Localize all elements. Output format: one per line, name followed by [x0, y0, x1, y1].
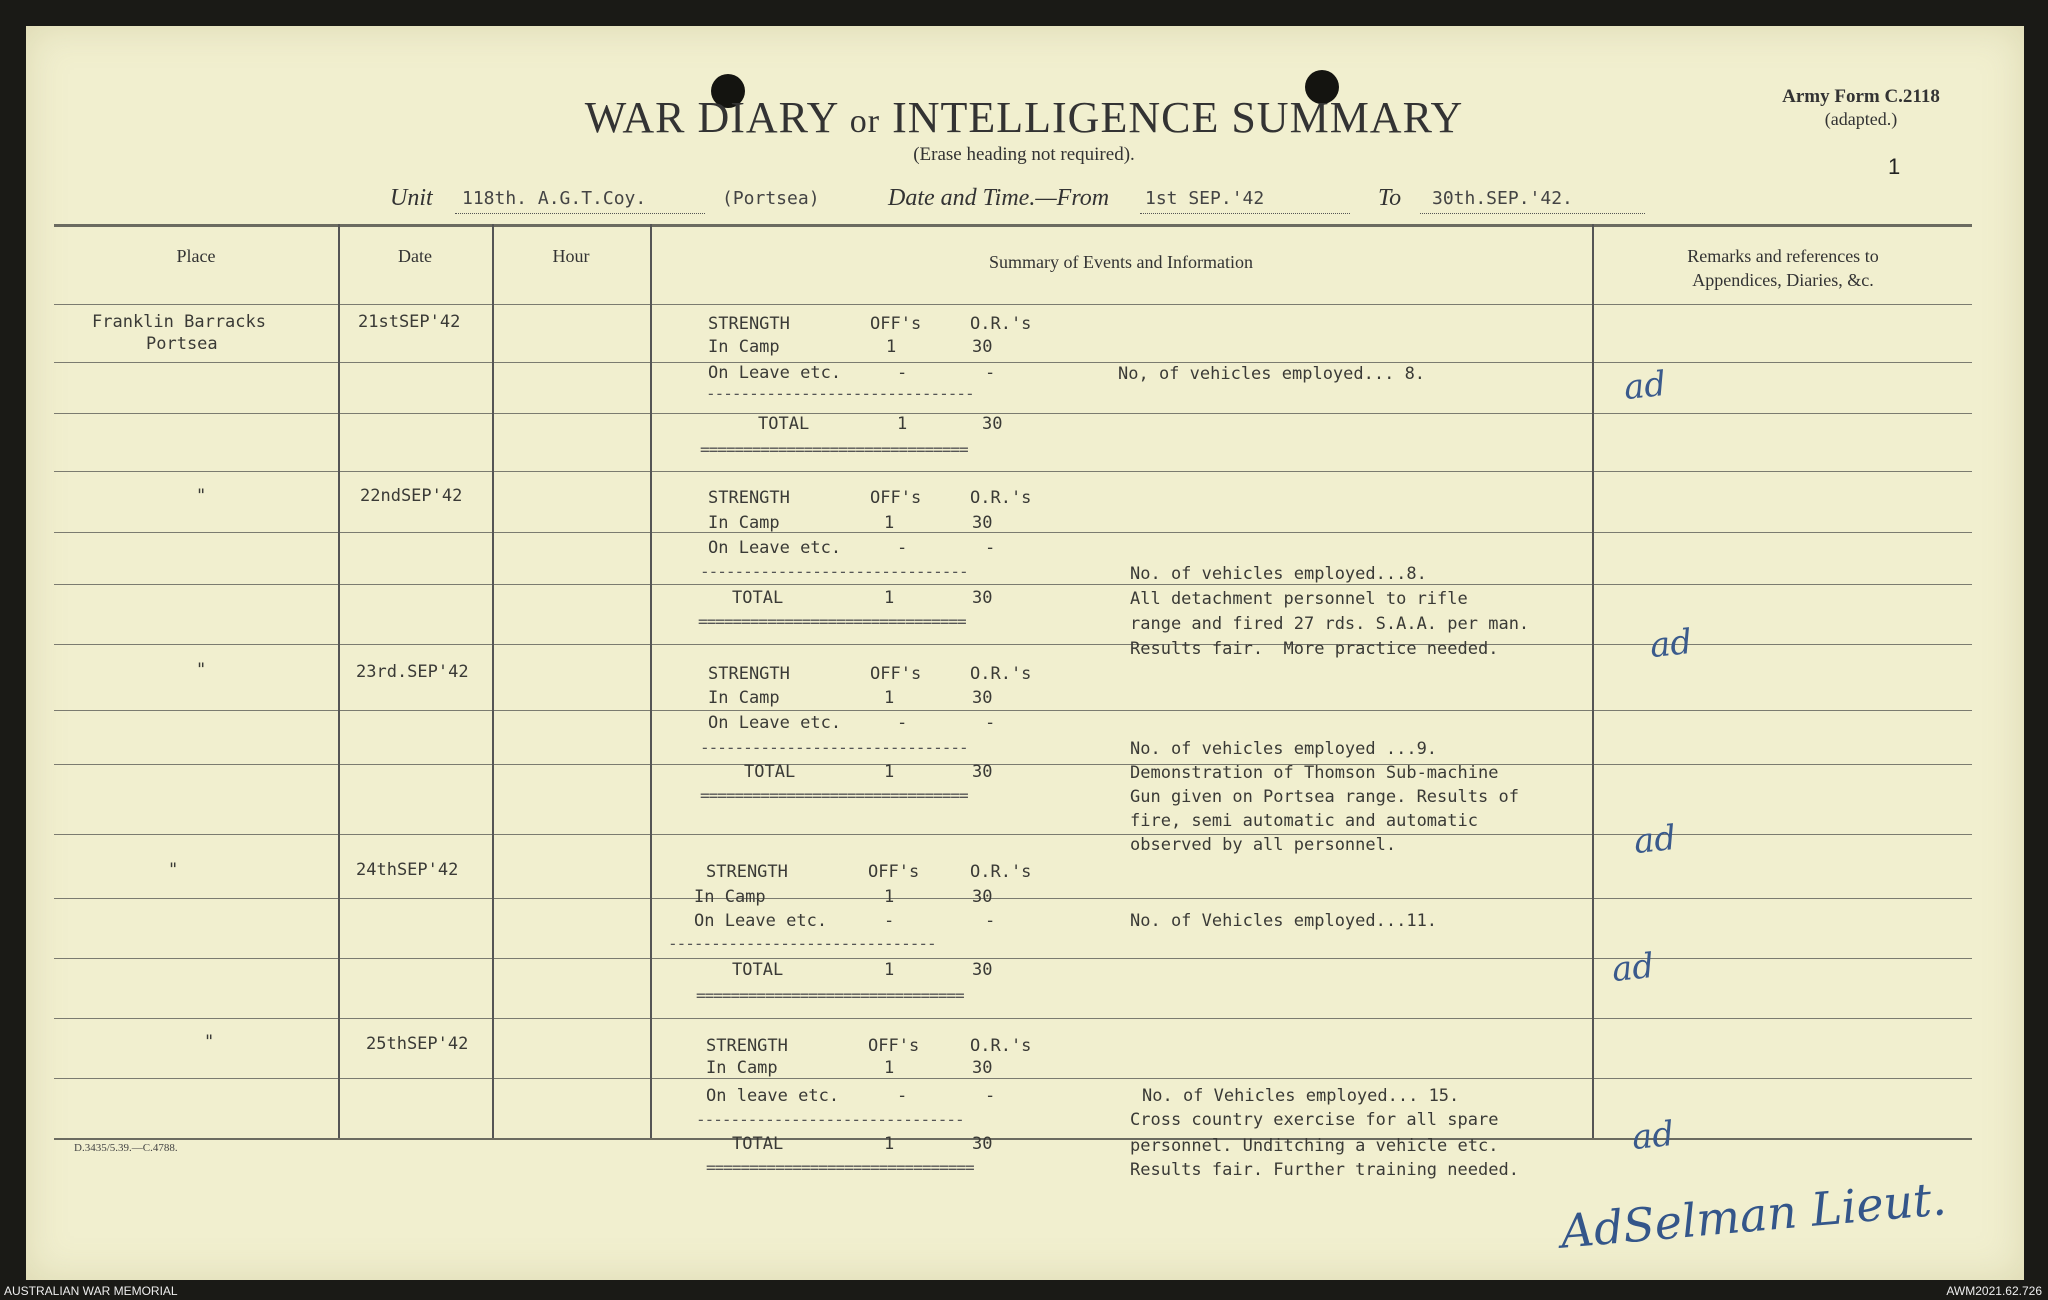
single-rule: -------------------------------: [706, 384, 974, 403]
total-off: 1: [897, 414, 908, 434]
on-leave-off: -: [897, 1086, 908, 1106]
offs-label: OFF's: [870, 664, 922, 684]
row-rule: [54, 834, 1972, 835]
archive-reference: AWM2021.62.726: [1946, 1284, 2042, 1298]
on-leave-off: -: [897, 363, 908, 383]
ors-label: O.R.'s: [970, 664, 1032, 684]
place-ditto: ": [168, 860, 179, 880]
on-leave-or: -: [985, 363, 996, 383]
in-camp-label: In Camp: [708, 337, 780, 357]
event-note: observed by all personnel.: [1130, 835, 1397, 855]
total-off: 1: [884, 762, 895, 782]
col-divider: [650, 224, 652, 1138]
strength-label: STRENGTH: [708, 488, 790, 508]
entry-date: 24thSEP'42: [356, 860, 459, 880]
row-rule: [54, 710, 1972, 711]
page-subtitle: (Erase heading not required).: [913, 144, 1135, 165]
event-note: All detachment personnel to rifle: [1130, 589, 1468, 609]
event-note: No. of Vehicles employed...11.: [1130, 911, 1438, 931]
in-camp-label: In Camp: [706, 1058, 778, 1078]
event-note: personnel. Unditching a vehicle etc.: [1130, 1136, 1499, 1156]
place-text: Franklin Barracks: [92, 312, 266, 332]
event-note: Results fair. Further training needed.: [1130, 1160, 1519, 1180]
col-divider: [338, 224, 340, 1138]
event-note: No, of vehicles employed... 8.: [1118, 364, 1426, 384]
in-camp-off: 1: [884, 688, 895, 708]
strength-label: STRENGTH: [706, 862, 788, 882]
on-leave-label: On leave etc.: [706, 1086, 840, 1106]
row-rule: [54, 958, 1972, 959]
entry-date: 25thSEP'42: [366, 1034, 469, 1054]
in-camp-or: 30: [972, 1058, 993, 1078]
event-note: fire, semi automatic and automatic: [1130, 811, 1478, 831]
total-label: TOTAL: [732, 960, 784, 980]
on-leave-or: -: [985, 713, 996, 733]
unit-value: 118th. A.G.T.Coy.: [462, 188, 647, 209]
from-date: 1st SEP.'42: [1145, 188, 1265, 209]
single-rule: -------------------------------: [700, 738, 968, 757]
event-note: Gun given on Portsea range. Results of: [1130, 787, 1519, 807]
row-rule: [54, 413, 1972, 414]
place-ditto: ": [196, 660, 207, 680]
total-label: TOTAL: [732, 1134, 784, 1154]
col-divider: [492, 224, 494, 1138]
event-note: No. of Vehicles employed... 15.: [1142, 1086, 1460, 1106]
col-header-hour: Hour: [552, 246, 590, 266]
in-camp-or: 30: [972, 513, 993, 533]
total-off: 1: [884, 588, 895, 608]
single-rule: -------------------------------: [696, 1110, 964, 1129]
col-header-remarks: Remarks and references to Appendices, Diaries, &c.: [1687, 246, 1879, 290]
event-note: No. of vehicles employed ...9.: [1130, 739, 1438, 759]
unit-dotted-line: [455, 212, 705, 214]
single-rule: -------------------------------: [700, 562, 968, 581]
to-label: To: [1378, 185, 1402, 211]
total-or: 30: [972, 1134, 993, 1154]
event-note: range and fired 27 rds. S.A.A. per man.: [1130, 614, 1530, 634]
row-rule: [54, 532, 1972, 533]
on-leave-label: On Leave etc.: [708, 363, 842, 383]
event-note: No. of vehicles employed...8.: [1130, 564, 1427, 584]
entry-date: 22ndSEP'42: [360, 486, 463, 506]
army-form-label: Army Form C.2118 (adapted.): [1782, 86, 1940, 129]
row-rule: [54, 1018, 1972, 1019]
corner-mark: 1: [1888, 154, 1901, 179]
offs-label: OFF's: [870, 314, 922, 334]
total-or: 30: [972, 762, 993, 782]
in-camp-or: 30: [972, 887, 993, 907]
total-off: 1: [884, 960, 895, 980]
total-label: TOTAL: [732, 588, 784, 608]
place-text: Portsea: [146, 334, 218, 354]
double-rule: ===============================: [706, 1158, 974, 1177]
in-camp-off: 1: [884, 887, 895, 907]
on-leave-or: -: [985, 911, 996, 931]
row-rule: [54, 898, 1972, 899]
in-camp-off: 1: [884, 1058, 895, 1078]
ors-label: O.R.'s: [970, 862, 1032, 882]
to-date: 30th.SEP.'42.: [1432, 188, 1573, 209]
place-ditto: ": [196, 486, 207, 506]
row-rule: [54, 1078, 1972, 1079]
event-note: Results fair. More practice needed.: [1130, 639, 1499, 659]
single-rule: -------------------------------: [668, 934, 936, 953]
ors-label: O.R.'s: [970, 488, 1032, 508]
in-camp-label: In Camp: [694, 887, 766, 907]
row-rule: [54, 584, 1972, 585]
col-header-place: Place: [176, 246, 216, 266]
in-camp-off: 1: [884, 513, 895, 533]
on-leave-or: -: [985, 538, 996, 558]
on-leave-off: -: [884, 911, 895, 931]
total-or: 30: [972, 588, 993, 608]
row-rule: [54, 764, 1972, 765]
total-or: 30: [972, 960, 993, 980]
initials-handwritten: ad: [1622, 363, 1669, 409]
on-leave-off: -: [897, 713, 908, 733]
table-top-rule: [54, 224, 1972, 227]
on-leave-or: -: [985, 1086, 996, 1106]
initials-handwritten: ad: [1630, 1113, 1677, 1159]
offs-label: OFF's: [870, 488, 922, 508]
strength-label: STRENGTH: [708, 664, 790, 684]
in-camp-label: In Camp: [708, 513, 780, 533]
on-leave-label: On Leave etc.: [708, 538, 842, 558]
initials-handwritten: ad: [1610, 945, 1657, 991]
double-rule: ===============================: [698, 612, 966, 631]
strength-label: STRENGTH: [706, 1036, 788, 1056]
in-camp-label: In Camp: [708, 688, 780, 708]
in-camp-or: 30: [972, 337, 993, 357]
on-leave-label: On Leave etc.: [694, 911, 828, 931]
unit-location: (Portsea): [722, 188, 820, 209]
from-dotted-line: [1140, 212, 1350, 214]
ors-label: O.R.'s: [970, 1036, 1032, 1056]
in-camp-or: 30: [972, 688, 993, 708]
header-bottom-rule: [54, 304, 1972, 305]
offs-label: OFF's: [868, 862, 920, 882]
total-or: 30: [982, 414, 1003, 434]
entry-date: 21stSEP'42: [358, 312, 461, 332]
form-print-code: D.3435/5.39.—C.4788.: [74, 1142, 178, 1154]
double-rule: ===============================: [696, 986, 964, 1005]
to-dotted-line: [1420, 212, 1645, 214]
table-bottom-rule: [54, 1138, 1972, 1140]
offs-label: OFF's: [868, 1036, 920, 1056]
archive-credit: AUSTRALIAN WAR MEMORIAL: [4, 1284, 178, 1298]
total-label: TOTAL: [744, 762, 796, 782]
signature-handwritten: AdSelman Lieut.: [1558, 1171, 1949, 1259]
col-divider: [1592, 224, 1594, 1138]
row-rule: [54, 471, 1972, 472]
double-rule: ===============================: [700, 440, 968, 459]
date-time-label: Date and Time.—From: [888, 185, 1110, 211]
on-leave-label: On Leave etc.: [708, 713, 842, 733]
unit-line: [0, 185, 2048, 219]
initials-handwritten: ad: [1632, 817, 1679, 863]
initials-handwritten: ad: [1648, 621, 1695, 667]
event-note: Demonstration of Thomson Sub-machine: [1130, 763, 1499, 783]
col-header-date: Date: [398, 246, 432, 266]
event-note: Cross country exercise for all spare: [1130, 1110, 1499, 1130]
strength-label: STRENGTH: [708, 314, 790, 334]
place-ditto: ": [204, 1032, 215, 1052]
entry-date: 23rd.SEP'42: [356, 662, 469, 682]
double-rule: ===============================: [700, 786, 968, 805]
on-leave-off: -: [897, 538, 908, 558]
unit-label: Unit: [390, 185, 433, 211]
row-rule: [54, 362, 1972, 363]
total-off: 1: [884, 1134, 895, 1154]
total-label: TOTAL: [758, 414, 810, 434]
page-title: WAR DIARY or INTELLIGENCE SUMMARY: [584, 93, 1464, 142]
in-camp-off: 1: [886, 337, 897, 357]
col-header-summary: Summary of Events and Information: [989, 252, 1253, 272]
ors-label: O.R.'s: [970, 314, 1032, 334]
